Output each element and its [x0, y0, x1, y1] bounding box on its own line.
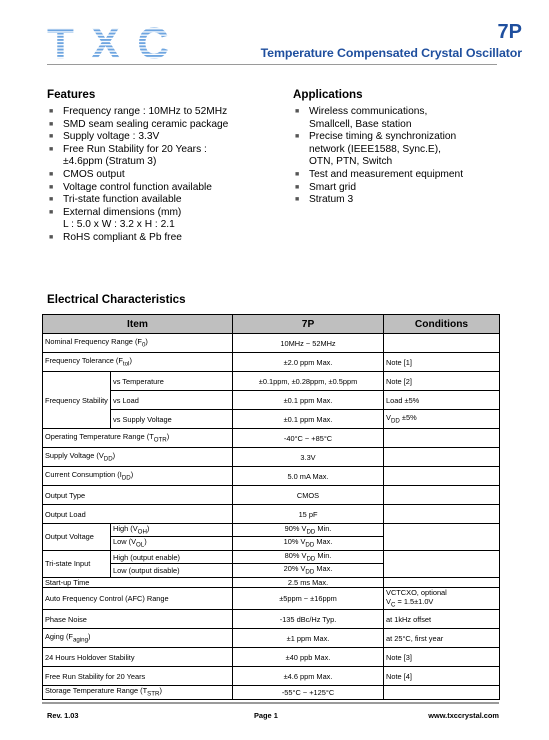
- row-value: ±4.6 ppm Max.: [233, 667, 384, 686]
- row-label: Operating Temperature Range $(T_{OTR})$: [43, 429, 233, 448]
- bullet-icon: ■: [295, 133, 300, 141]
- row-sublabel: High (output enable): [111, 550, 233, 563]
- row-label: Tri-state Input: [43, 550, 111, 577]
- header-item: Item: [43, 315, 233, 334]
- row-condition: $V_{DD} \pm 5\%$: [384, 410, 500, 429]
- svg-text:TXC: TXC: [47, 23, 170, 63]
- row-value: ±1 ppm Max.: [233, 629, 384, 648]
- row-sublabel: High $(V_{OH})$: [111, 524, 233, 537]
- bullet-icon: ■: [49, 133, 54, 141]
- row-condition: [384, 550, 500, 577]
- row-condition: [384, 429, 500, 448]
- table-row: [43, 629, 500, 648]
- row-label: Frequency Tolerance $(F_{tol})$: [43, 353, 233, 372]
- txc-logo: [47, 23, 172, 63]
- row-value: ±2.0 ppm Max.: [233, 353, 384, 372]
- table-row: [43, 667, 500, 686]
- list-item: ■ Smart grid: [295, 181, 356, 193]
- list-item: ■ SMD seam sealing ceramic package: [49, 118, 229, 130]
- list-item: ■ RoHS compliant & Pb free: [49, 231, 182, 243]
- table-row: [43, 429, 500, 448]
- row-value: ±5ppm ~ ±16ppm: [233, 587, 384, 609]
- row-label: Aging $(F_{aging})$: [43, 629, 233, 648]
- row-label: 24 Hours Holdover Stability: [43, 648, 233, 667]
- features-title: Features: [47, 88, 96, 101]
- list-item: ■ Voltage control function available: [49, 181, 212, 193]
- model-number: 7P: [497, 21, 522, 43]
- row-label: Nominal Frequency Range $(F_0)$: [43, 334, 233, 353]
- row-sublabel: Low $(V_{OL})$: [111, 537, 233, 550]
- row-value: 5.0 mA Max.: [233, 467, 384, 486]
- table-row: [43, 587, 500, 609]
- row-condition: Note [2]: [384, 372, 500, 391]
- row-label: Output Load: [43, 505, 233, 524]
- list-item: ■ Free Run Stability for 20 Years : ±4.6ppm (Stratum 3): [49, 143, 207, 168]
- row-condition: [384, 505, 500, 524]
- product-subtitle: Temperature Compensated Crystal Oscillator: [260, 46, 522, 60]
- header-divider: [47, 64, 497, 65]
- row-value: 15 pF: [233, 505, 384, 524]
- row-condition: at 1kHz offset: [384, 610, 500, 629]
- row-value: 3.3V: [233, 448, 384, 467]
- header-conditions: Conditions: [384, 315, 500, 334]
- list-item: ■ CMOS output: [49, 168, 125, 180]
- row-condition: Load ±5%: [384, 391, 500, 410]
- row-sublabel: vs Load: [111, 391, 233, 410]
- page-number: Page 1: [254, 711, 278, 720]
- table-row: [43, 334, 500, 353]
- bullet-icon: ■: [295, 196, 300, 204]
- bullet-icon: ■: [49, 145, 54, 153]
- list-item: ■ External dimensions (mm) L : 5.0 x W : 3.2 x H : 2.1: [49, 206, 182, 231]
- list-item: ■ Stratum 3: [295, 194, 354, 206]
- row-condition: Note [1]: [384, 353, 500, 372]
- row-value: -55°C ~ +125°C: [233, 686, 384, 699]
- bullet-icon: ■: [295, 108, 300, 115]
- row-condition: [384, 686, 500, 699]
- row-value: 20% $V_{DD}$ Max.: [233, 564, 384, 577]
- row-value: ±40 ppb Max.: [233, 648, 384, 667]
- list-item: ■ Supply voltage : 3.3V: [49, 131, 160, 143]
- row-value: 80% $V_{DD}$ Min.: [233, 550, 384, 563]
- row-value: ±0.1 ppm Max.: [233, 391, 384, 410]
- bullet-icon: ■: [49, 108, 54, 115]
- table-row: [43, 391, 500, 410]
- applications-list: [293, 106, 523, 207]
- table-row: [43, 686, 500, 699]
- row-value: 2.5 ms Max.: [233, 577, 384, 587]
- row-value: -40°C ~ +85°C: [233, 429, 384, 448]
- footer-divider: [42, 702, 499, 704]
- row-value: 90% $V_{DD}$ Min.: [233, 524, 384, 537]
- row-condition: [384, 486, 500, 505]
- table-row: [43, 467, 500, 486]
- table-row: [43, 372, 500, 391]
- row-value: ±0.1 ppm Max.: [233, 410, 384, 429]
- bullet-icon: ■: [49, 196, 54, 204]
- electrical-characteristics-table: [42, 314, 500, 700]
- row-label: Frequency Stability: [43, 372, 111, 429]
- header-model: 7P: [233, 315, 384, 334]
- applications-title: Applications: [293, 88, 363, 101]
- list-item: ■ Tri-state function available: [49, 194, 182, 206]
- bullet-icon: ■: [295, 170, 300, 178]
- bullet-icon: ■: [49, 183, 54, 191]
- row-condition: [384, 334, 500, 353]
- row-condition: VCTCXO, optional $V_C = 1.5\pm 1.0V$: [384, 587, 500, 609]
- bullet-icon: ■: [295, 183, 300, 191]
- row-condition: [384, 577, 500, 587]
- row-condition: Note [3]: [384, 648, 500, 667]
- row-value: 10% $V_{DD}$ Max.: [233, 537, 384, 550]
- row-condition: [384, 524, 500, 551]
- list-item: ■ Precise timing & synchronization network (IEEE1588, Sync.E), OTN, PTN, Switch: [295, 131, 457, 168]
- row-label: Output Type: [43, 486, 233, 505]
- table-row: [43, 486, 500, 505]
- row-sublabel: Low (output disable): [111, 564, 233, 577]
- bullet-icon: ■: [49, 208, 54, 216]
- row-label: Supply Voltage $(V_{DD})$: [43, 448, 233, 467]
- table-header-row: [43, 315, 500, 334]
- row-condition: [384, 448, 500, 467]
- row-condition: at 25°C, first year: [384, 629, 500, 648]
- row-label: Phase Noise: [43, 610, 233, 629]
- bullet-icon: ■: [49, 233, 54, 241]
- row-condition: [384, 467, 500, 486]
- row-sublabel: vs Supply Voltage: [111, 410, 233, 429]
- list-item: ■ Wireless communications, Smallcell, Base station: [295, 106, 428, 130]
- table-row: [43, 648, 500, 667]
- row-condition: Note [4]: [384, 667, 500, 686]
- list-item: ■ Test and measurement equipment: [295, 168, 464, 180]
- table-row: [43, 577, 500, 587]
- table-row: [43, 550, 500, 563]
- table-row: [43, 505, 500, 524]
- table-row: [43, 410, 500, 429]
- row-value: -135 dBc/Hz Typ.: [233, 610, 384, 629]
- row-label: Storage Temperature Range $(T_{STR})$: [43, 686, 233, 699]
- revision-label: Rev. 1.03: [47, 711, 79, 720]
- row-label: Start-up Time: [43, 577, 233, 587]
- row-value: CMOS: [233, 486, 384, 505]
- row-label: Auto Frequency Control (AFC) Range: [43, 587, 233, 609]
- features-list: [47, 106, 287, 245]
- row-label: Current Consumption $(I_{DD})$: [43, 467, 233, 486]
- row-value: 10MHz ~ 52MHz: [233, 334, 384, 353]
- table-row: [43, 610, 500, 629]
- row-label: Free Run Stability for 20 Years: [43, 667, 233, 686]
- electrical-characteristics-title: Electrical Characteristics: [47, 293, 186, 306]
- list-item: ■ Frequency range : 10MHz to 52MHz: [49, 106, 228, 117]
- table-row: [43, 448, 500, 467]
- row-value: ±0.1ppm, ±0.28ppm, ±0.5ppm: [233, 372, 384, 391]
- row-label: Output Voltage: [43, 524, 111, 551]
- bullet-icon: ■: [49, 120, 54, 128]
- table-row: [43, 524, 500, 537]
- bullet-icon: ■: [49, 170, 54, 178]
- website-link[interactable]: www.txccrystal.com: [428, 711, 499, 720]
- table-row: [43, 353, 500, 372]
- row-sublabel: vs Temperature: [111, 372, 233, 391]
